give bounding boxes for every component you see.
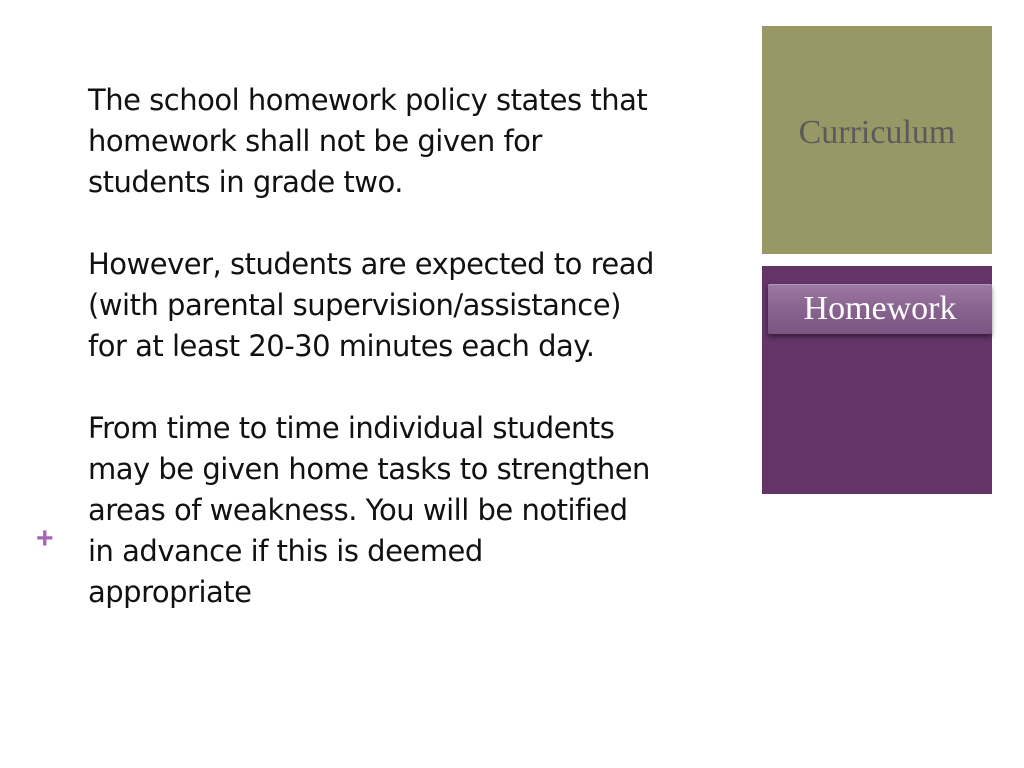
home-tasks-paragraph: From time to time individual students may be given home tasks to strengthen areas of weakness. You will be notified in advance if this is deemed appropriate (88, 411, 650, 609)
reading-paragraph: However, students are expected to read (with parental supervision/assistance) for at least 20-30 minutes each day. (88, 247, 654, 363)
plus-icon: + (36, 522, 54, 555)
homework-box[interactable] (762, 266, 992, 494)
homework-tab[interactable] (768, 284, 992, 334)
policy-text (88, 80, 728, 613)
curriculum-box[interactable] (762, 26, 992, 254)
policy-paragraph: The school homework policy states that homework shall not be given for students in grade two. (88, 83, 648, 199)
curriculum-label: Curriculum (798, 114, 956, 151)
homework-label: Homework (803, 290, 957, 327)
